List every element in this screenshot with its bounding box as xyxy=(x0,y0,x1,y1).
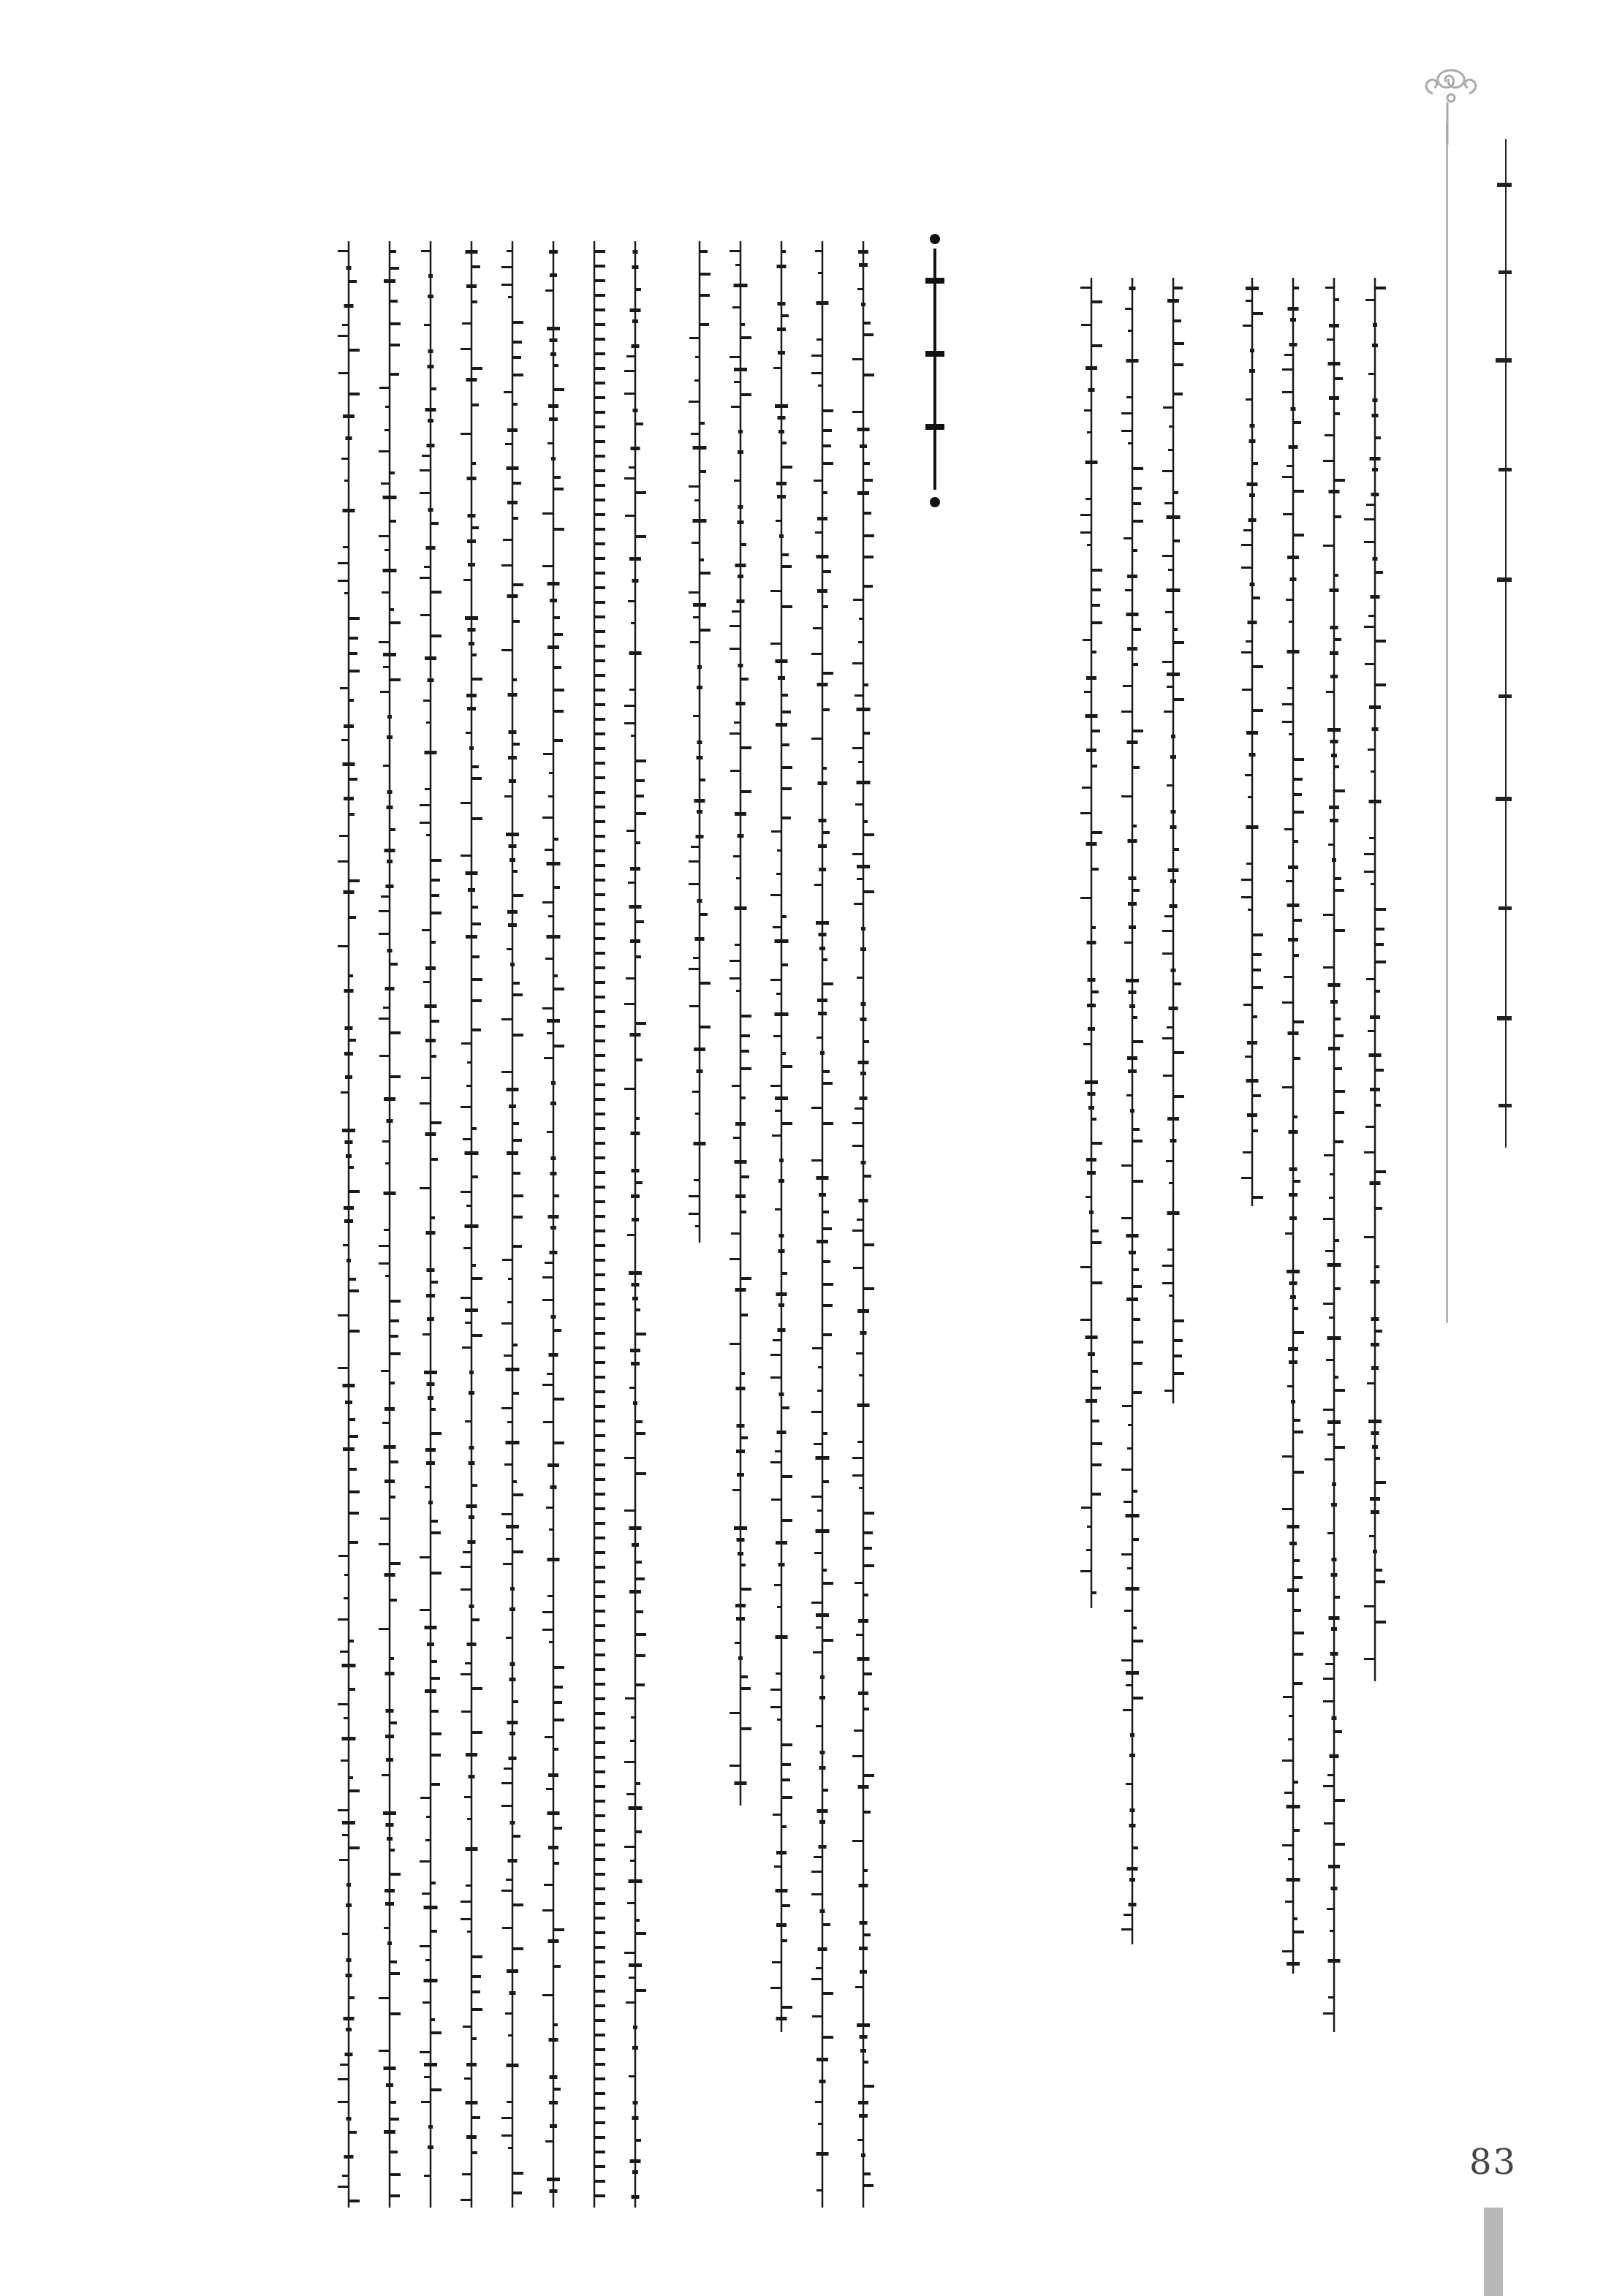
text-column xyxy=(689,241,711,1243)
text-column xyxy=(1080,278,1102,1608)
mongolian-script-line xyxy=(1121,278,1143,1944)
mongolian-script-line xyxy=(1241,278,1263,1206)
mongolian-script-line xyxy=(770,241,792,2032)
mongolian-script-line xyxy=(1323,278,1345,2032)
text-column xyxy=(1162,278,1184,1403)
text-column xyxy=(770,241,792,2032)
text-column xyxy=(583,241,605,2208)
text-column xyxy=(624,241,646,2208)
text-column xyxy=(379,241,401,2208)
text-column xyxy=(501,241,523,2208)
page-edge-tab xyxy=(1484,2208,1503,2296)
header-rule xyxy=(1446,124,1448,1323)
text-column xyxy=(1241,278,1263,1206)
text-column xyxy=(1323,278,1345,2032)
page-number: 83 xyxy=(1469,2142,1518,2183)
mongolian-script-line xyxy=(811,241,833,2208)
mongolian-script-line xyxy=(379,241,401,2208)
scroll-ornament-icon xyxy=(1418,64,1484,145)
section-heading xyxy=(922,249,947,490)
text-column xyxy=(852,241,874,2208)
mongolian-script-line xyxy=(689,241,711,1243)
mongolian-script-line xyxy=(338,241,360,2208)
mongolian-script-line xyxy=(501,241,523,2208)
mongolian-script-line xyxy=(1162,278,1184,1403)
mongolian-script-line xyxy=(461,241,482,2208)
text-column xyxy=(338,241,360,2208)
mongolian-script-line xyxy=(420,241,442,2208)
mongolian-script-line xyxy=(583,241,605,2208)
heading-bullet-bottom xyxy=(930,497,940,507)
mongolian-script-line xyxy=(730,241,751,1806)
mongolian-script-line xyxy=(1282,278,1304,1974)
heading-bullet-top xyxy=(930,234,940,244)
mongolian-script-line xyxy=(542,241,564,2208)
text-column xyxy=(420,241,442,2208)
text-column xyxy=(542,241,564,2208)
mongolian-script-line xyxy=(852,241,874,2208)
text-column xyxy=(811,241,833,2208)
mongolian-script-line xyxy=(1080,278,1102,1608)
text-column xyxy=(730,241,751,1806)
running-header xyxy=(1491,139,1520,1148)
text-column xyxy=(461,241,482,2208)
text-column xyxy=(1121,278,1143,1944)
mongolian-script-line xyxy=(624,241,646,2208)
text-column xyxy=(1282,278,1304,1974)
mongolian-script-line xyxy=(1364,278,1386,1681)
text-column xyxy=(1364,278,1386,1681)
